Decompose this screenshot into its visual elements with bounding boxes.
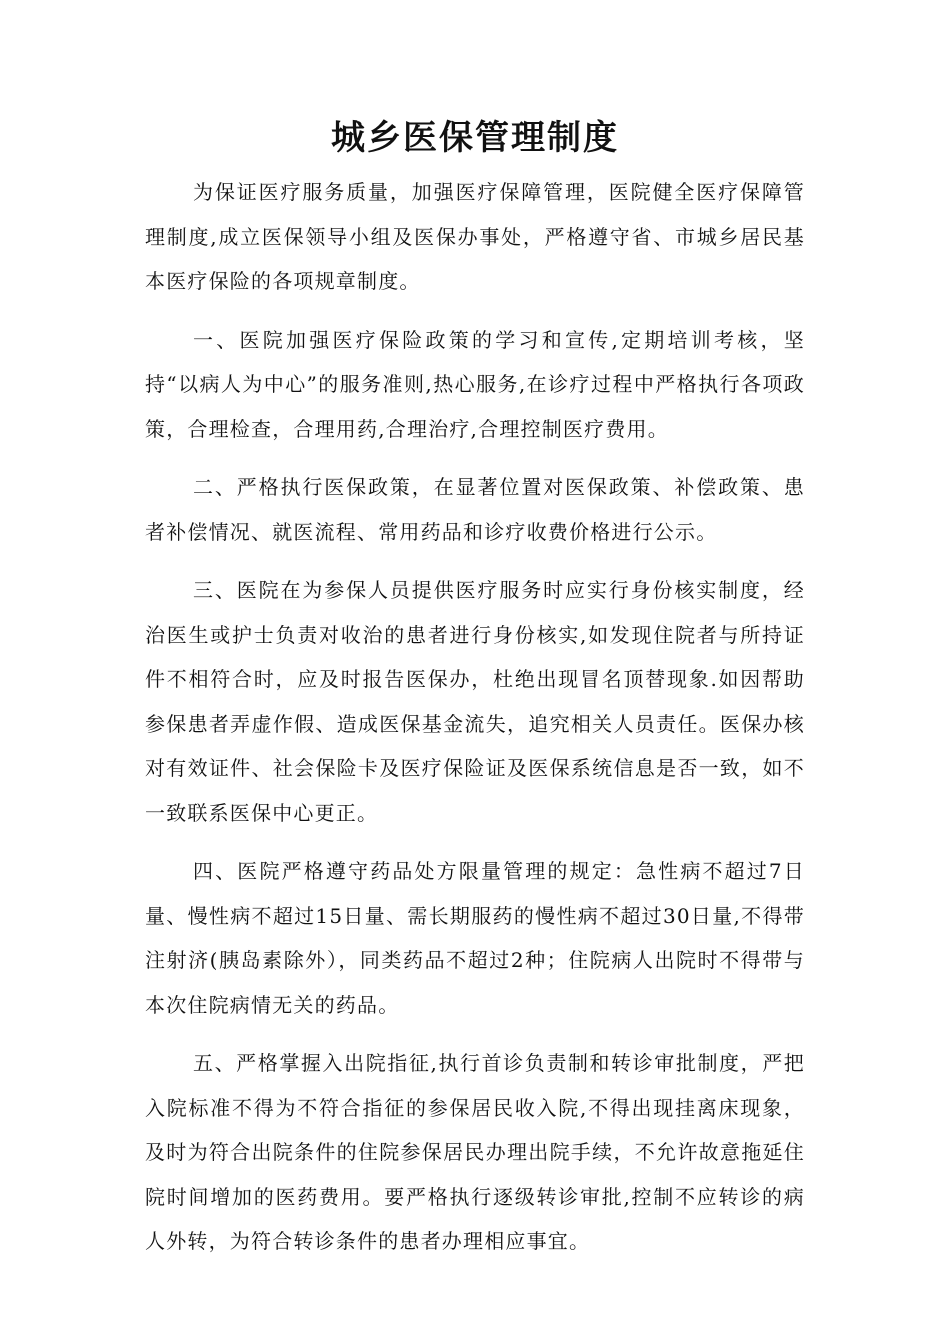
document-body xyxy=(145,170,805,1278)
paragraph-item-1: 一、医院加强医疗保险政策的学习和宣传,定期培训考核，坚持“以病人为中心”的服务准则,热心服务,在诊疗过程中严格执行各项政策，合理检查，合理用药,合理治疗,合理控制医疗费用。 xyxy=(145,327,805,441)
paragraph-item-4: 四、医院严格遵守药品处方限量管理的规定：急性病不超过7日量、慢性病不超过15日量、需长期服药的慢性病不超过30日量,不得带注射济(胰岛素除外），同类药品不超过2种；住院病人出院时不得带与本次住院病情无关的药品。 xyxy=(145,859,805,1017)
paragraph-item-3: 三、医院在为参保人员提供医疗服务时应实行身份核实制度，经治医生或护士负责对收治的患者进行身份核实,如发现住院者与所持证件不相符合时，应及时报告医保办，杜绝出现冒名顶替现象.如因帮助参保患者弄虚作假、造成医保基金流失，追究相关人员责任。医保办核对有效证件、社会保险卡及医疗保险证及医保系统信息是否一致，如不一致联系医保中心更正。 xyxy=(145,578,805,825)
document-title: 城乡医保管理制度 xyxy=(331,118,619,158)
paragraph-item-2: 二、严格执行医保政策，在显著位置对医保政策、补偿政策、患者补偿情况、就医流程、常用药品和诊疗收费价格进行公示。 xyxy=(145,475,805,544)
paragraph-item-5: 五、严格掌握入出院指征,执行首诊负责制和转诊审批制度，严把入院标准不得为不符合指征的参保居民收入院,不得出现挂离床现象，及时为符合出院条件的住院参保居民办理出院手续，不允许故意拖延住院时间增加的医药费用。要严格执行逐级转诊审批,控制不应转诊的病人外转，为符合转诊条件的患者办理相应事宜。 xyxy=(145,1051,805,1253)
paragraph-intro: 为保证医疗服务质量，加强医疗保障管理，医院健全医疗保障管理制度,成立医保领导小组及医保办事处，严格遵守省、市城乡居民基本医疗保险的各项规章制度。 xyxy=(145,180,805,293)
